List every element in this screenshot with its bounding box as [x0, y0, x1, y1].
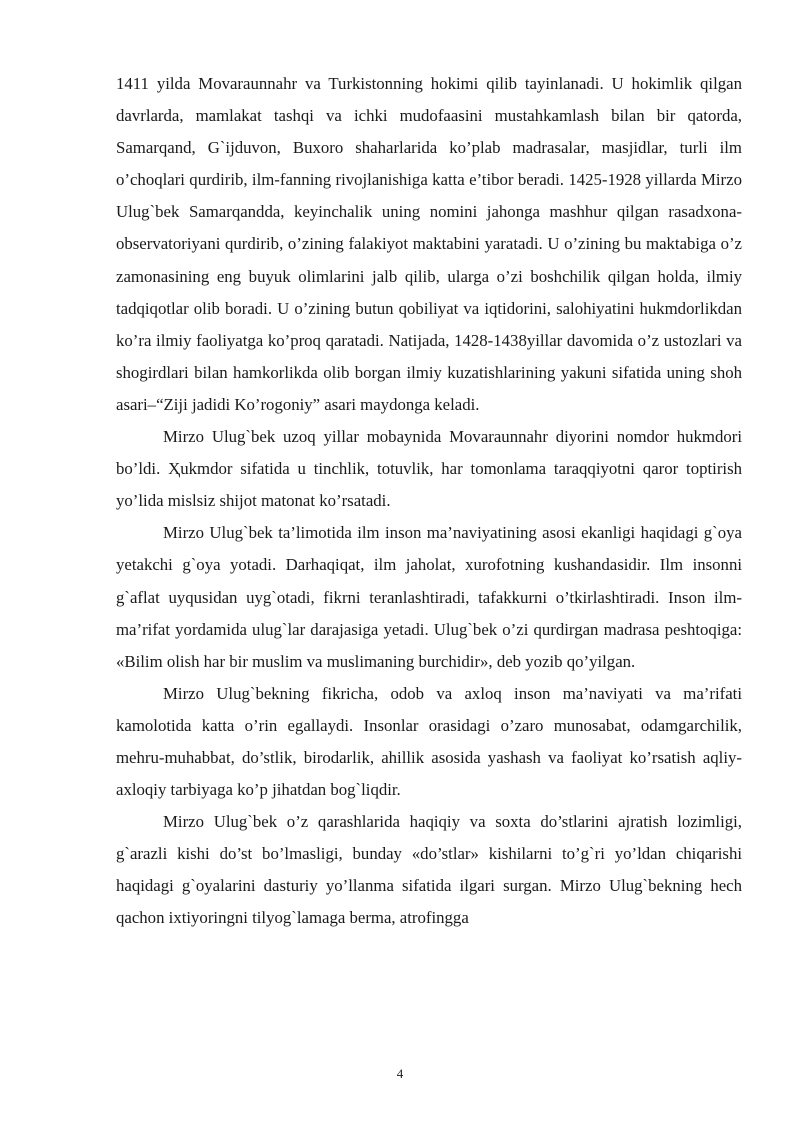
paragraph-4: Mirzo Ulug`bekning fikricha, odob va axloq inson ma’naviyati va ma’rifati kamolotida katta o’rin egallaydi. Insonlar orasidagi o’zaro munosabat, odamgarchilik, mehru-muhabbat, do’stlik, birodarlik, ahillik asosida yashash va faoliyat ko’rsatish aqliy-axloqiy tarbiyaga ko’p jihatdan bog`liqdir.	[116, 683, 742, 800]
paragraph-2: Mirzo Ulug`bek uzoq yillar mobaynida Movaraunnahr diyorini nomdor hukmdori bo’ldi. Ҳukmdor sifatida u tinchlik, totuvlik, har tomonlama taraqqiyotni qaror toptirish yo’lida mislsiz shijot matonat ko’rsatadi.	[116, 427, 742, 511]
document-body	[116, 68, 742, 935]
paragraph-1: 1411 yilda Movaraunnahr va Turkistonning hokimi qilib tayinlanadi. U hokimlik qilgan davrlarda, mamlakat tashqi va ichki mudofaasini mustahkamlash bilan bir qatorda, Samarqand, G`ijduvon, Buxoro shaharlarida ko’plab madrasalar, masjidlar, turli ilm o’choqlari qurdirib, ilm-fanning rivojlanishiga katta e’tibor beradi. 1425-1928 yillarda Mirzo Ulug`bek Samarqandda, keyinchalik uning nomini jahonga mashhur qilgan rasadxona-observatoriyani qurdirib, o’zining falakiyot maktabini yaratadi. U o’zining bu maktabiga o’z zamonasining eng buyuk olimlarini jalb qilib, ularga o’zi boshchilik qilgan holda, ilmiy tadqiqotlar olib boradi. U o’zining butun qobiliyat va iqtidorini, salohiyatini hukmdorlikdan ko’ra ilmiy faoliyatga ko’proq qaratadi. Natijada, 1428-1438yillar davomida o’z ustozlari va shogirdlari bilan hamkorlikda olib borgan ilmiy kuzatishlarining yakuni sifatida uning shoh asari–“Ziji jadidi Ko’rogoniy” asari maydonga keladi.	[116, 74, 742, 414]
paragraph-3: Mirzo Ulug`bek ta’limotida ilm inson ma’naviyatining asosi ekanligi haqidagi g`oya yetakchi g`oya yotadi. Darhaqiqat, ilm jaholat, xurofotning kushandasidir. Ilm insonni g`aflat uyqusidan uyg`otadi, fikrni teranlashtiradi, tafakkurni o’tkirlashtiradi. Inson ilm-ma’rifat yordamida ulug`lar darajasiga yetadi. Ulug`bek o’zi qurdirgan madrasa peshtoqiga: «Bilim olish har bir muslim va muslimaning burchidir», deb yozib qo’yilgan.	[116, 523, 742, 671]
page-number: 4	[396, 1066, 404, 1081]
paragraph-5: Mirzo Ulug`bek o’z qarashlarida haqiqiy va soxta do’stlarini ajratish lozimligi, g`arazli kishi do’st bo’lmasligi, bunday «do’stlar» kishilarni to’g`ri yo’ldan chiqarishi haqidagi g`oyalarini dasturiy yo’llanma sifatida ilgari surgan. Mirzo Ulug`bekning hech qachon ixtiyoringni tilyog`lamaga berma, atrofingga	[116, 812, 742, 928]
